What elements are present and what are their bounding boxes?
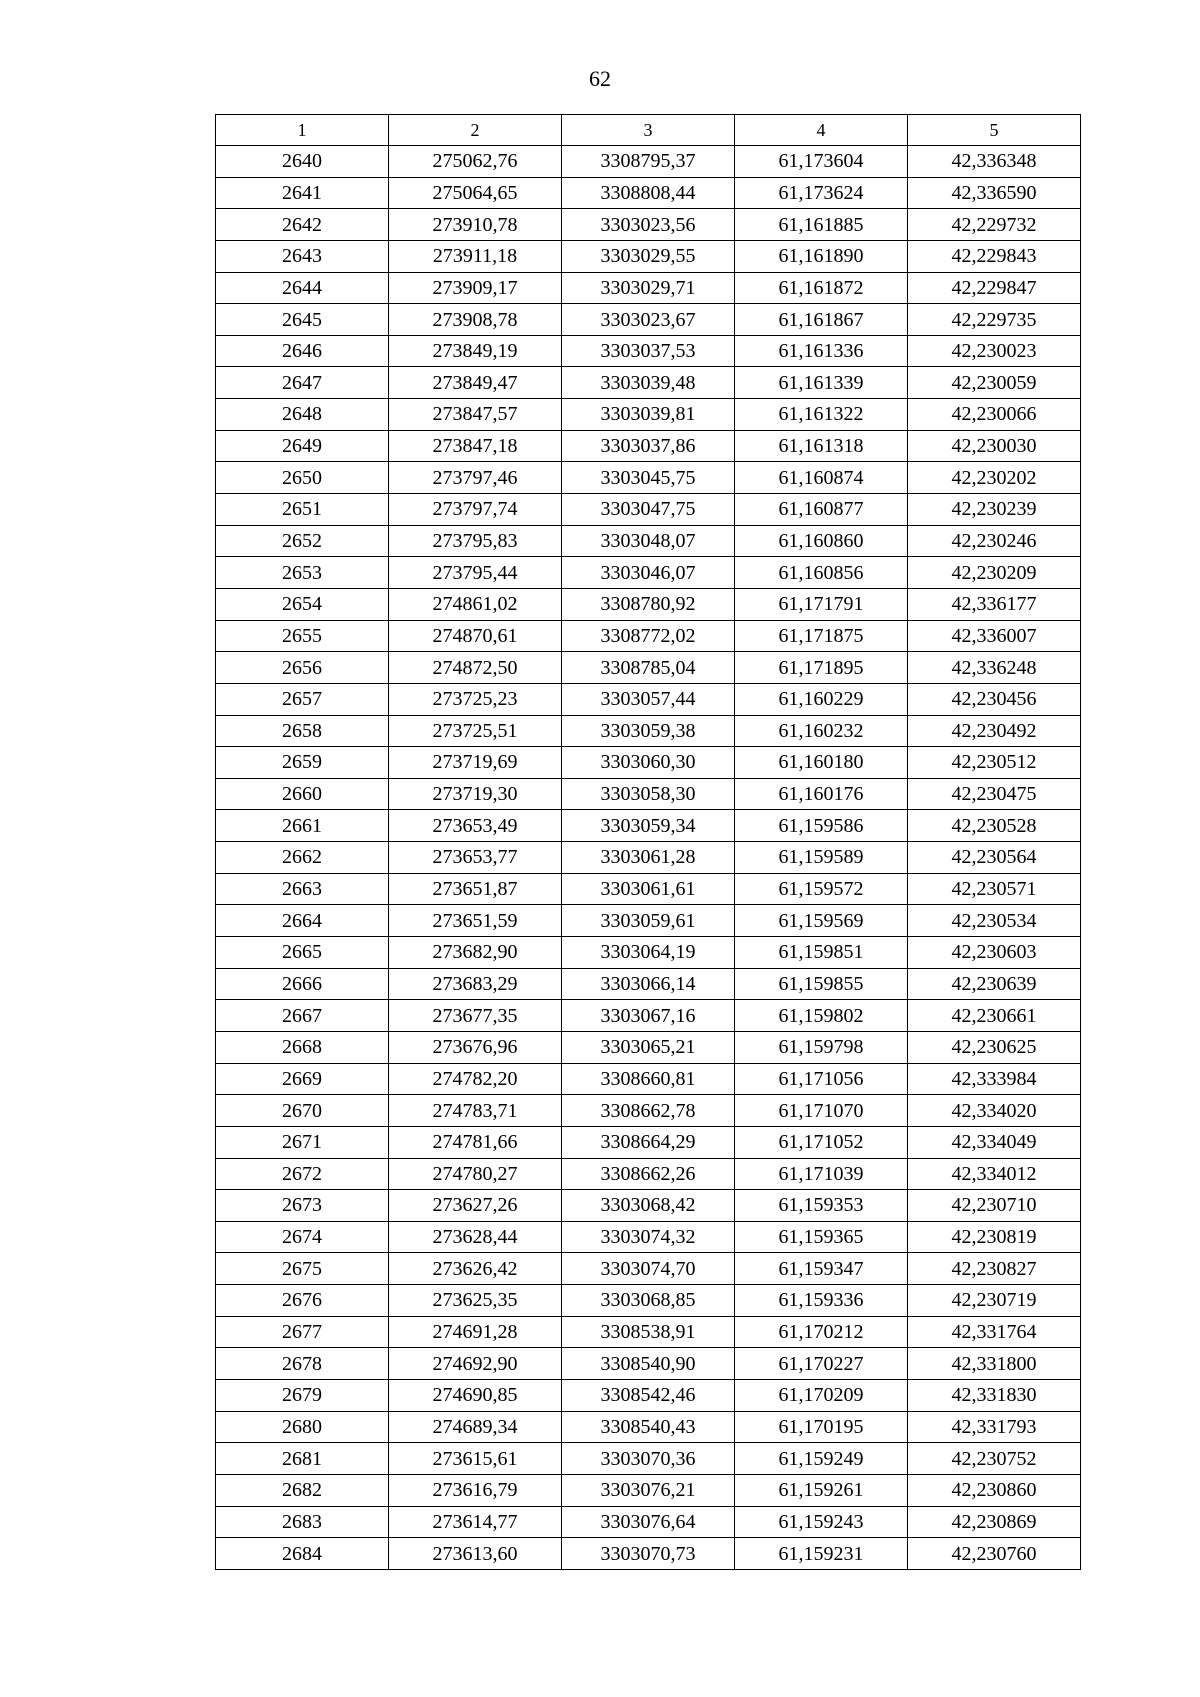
latitude-cell: 61,161336 (735, 335, 908, 367)
y-coordinate-cell: 3303058,30 (562, 778, 735, 810)
x-coordinate-cell: 273653,77 (389, 842, 562, 874)
point-number-cell: 2645 (216, 304, 389, 336)
y-coordinate-cell: 3303068,42 (562, 1190, 735, 1222)
longitude-cell: 42,336590 (908, 177, 1081, 209)
point-number-cell: 2641 (216, 177, 389, 209)
y-coordinate-cell: 3308795,37 (562, 146, 735, 178)
point-number-cell: 2656 (216, 652, 389, 684)
point-number-cell: 2672 (216, 1158, 389, 1190)
x-coordinate-cell: 273614,77 (389, 1506, 562, 1538)
longitude-cell: 42,230023 (908, 335, 1081, 367)
y-coordinate-cell: 3303029,55 (562, 240, 735, 272)
y-coordinate-cell: 3308780,92 (562, 588, 735, 620)
y-coordinate-cell: 3308538,91 (562, 1316, 735, 1348)
column-header-3: 3 (562, 115, 735, 146)
y-coordinate-cell: 3303023,56 (562, 209, 735, 241)
y-coordinate-cell: 3303060,30 (562, 747, 735, 779)
point-number-cell: 2662 (216, 842, 389, 874)
x-coordinate-cell: 273653,49 (389, 810, 562, 842)
x-coordinate-cell: 274783,71 (389, 1095, 562, 1127)
latitude-cell: 61,171070 (735, 1095, 908, 1127)
longitude-cell: 42,229732 (908, 209, 1081, 241)
point-number-cell: 2665 (216, 937, 389, 969)
point-number-cell: 2671 (216, 1126, 389, 1158)
y-coordinate-cell: 3308808,44 (562, 177, 735, 209)
x-coordinate-cell: 273682,90 (389, 937, 562, 969)
longitude-cell: 42,230512 (908, 747, 1081, 779)
longitude-cell: 42,331800 (908, 1348, 1081, 1380)
longitude-cell: 42,230639 (908, 968, 1081, 1000)
longitude-cell: 42,336177 (908, 588, 1081, 620)
longitude-cell: 42,230528 (908, 810, 1081, 842)
point-number-cell: 2676 (216, 1285, 389, 1317)
x-coordinate-cell: 274782,20 (389, 1063, 562, 1095)
y-coordinate-cell: 3303064,19 (562, 937, 735, 969)
latitude-cell: 61,171875 (735, 620, 908, 652)
table-row (216, 335, 1081, 367)
latitude-cell: 61,160229 (735, 683, 908, 715)
point-number-cell: 2648 (216, 399, 389, 431)
latitude-cell: 61,159365 (735, 1221, 908, 1253)
table-row (216, 1285, 1081, 1317)
point-number-cell: 2682 (216, 1474, 389, 1506)
table-row (216, 1411, 1081, 1443)
x-coordinate-cell: 274781,66 (389, 1126, 562, 1158)
table-row (216, 683, 1081, 715)
table-row (216, 525, 1081, 557)
longitude-cell: 42,229843 (908, 240, 1081, 272)
longitude-cell: 42,230625 (908, 1031, 1081, 1063)
point-number-cell: 2681 (216, 1443, 389, 1475)
latitude-cell: 61,160180 (735, 747, 908, 779)
x-coordinate-cell: 273651,87 (389, 873, 562, 905)
y-coordinate-cell: 3303076,64 (562, 1506, 735, 1538)
table-row (216, 715, 1081, 747)
table-row (216, 937, 1081, 969)
longitude-cell: 42,230209 (908, 557, 1081, 589)
point-number-cell: 2660 (216, 778, 389, 810)
longitude-cell: 42,333984 (908, 1063, 1081, 1095)
x-coordinate-cell: 273797,46 (389, 462, 562, 494)
x-coordinate-cell: 274689,34 (389, 1411, 562, 1443)
y-coordinate-cell: 3303057,44 (562, 683, 735, 715)
point-number-cell: 2669 (216, 1063, 389, 1095)
table-row (216, 1095, 1081, 1127)
x-coordinate-cell: 273677,35 (389, 1000, 562, 1032)
x-coordinate-cell: 273847,18 (389, 430, 562, 462)
header-row (216, 115, 1081, 146)
x-coordinate-cell: 274780,27 (389, 1158, 562, 1190)
y-coordinate-cell: 3303047,75 (562, 494, 735, 526)
x-coordinate-cell: 273725,51 (389, 715, 562, 747)
x-coordinate-cell: 273719,30 (389, 778, 562, 810)
y-coordinate-cell: 3303061,28 (562, 842, 735, 874)
table-row (216, 1538, 1081, 1570)
latitude-cell: 61,161339 (735, 367, 908, 399)
latitude-cell: 61,173604 (735, 146, 908, 178)
point-number-cell: 2649 (216, 430, 389, 462)
y-coordinate-cell: 3303074,32 (562, 1221, 735, 1253)
y-coordinate-cell: 3303037,86 (562, 430, 735, 462)
x-coordinate-cell: 273909,17 (389, 272, 562, 304)
latitude-cell: 61,161885 (735, 209, 908, 241)
point-number-cell: 2664 (216, 905, 389, 937)
x-coordinate-cell: 273613,60 (389, 1538, 562, 1570)
longitude-cell: 42,230869 (908, 1506, 1081, 1538)
y-coordinate-cell: 3308540,43 (562, 1411, 735, 1443)
point-number-cell: 2650 (216, 462, 389, 494)
longitude-cell: 42,230202 (908, 462, 1081, 494)
table-body (216, 146, 1081, 1570)
x-coordinate-cell: 273676,96 (389, 1031, 562, 1063)
table-row (216, 557, 1081, 589)
latitude-cell: 61,159586 (735, 810, 908, 842)
longitude-cell: 42,230492 (908, 715, 1081, 747)
point-number-cell: 2679 (216, 1379, 389, 1411)
table-row (216, 747, 1081, 779)
point-number-cell: 2684 (216, 1538, 389, 1570)
x-coordinate-cell: 275064,65 (389, 177, 562, 209)
y-coordinate-cell: 3303068,85 (562, 1285, 735, 1317)
x-coordinate-cell: 273797,74 (389, 494, 562, 526)
longitude-cell: 42,331793 (908, 1411, 1081, 1443)
longitude-cell: 42,334020 (908, 1095, 1081, 1127)
latitude-cell: 61,159347 (735, 1253, 908, 1285)
column-header-2: 2 (389, 115, 562, 146)
table-row (216, 304, 1081, 336)
x-coordinate-cell: 273626,42 (389, 1253, 562, 1285)
latitude-cell: 61,161890 (735, 240, 908, 272)
table-row (216, 1190, 1081, 1222)
table-row (216, 462, 1081, 494)
table-row (216, 1316, 1081, 1348)
x-coordinate-cell: 274690,85 (389, 1379, 562, 1411)
latitude-cell: 61,171895 (735, 652, 908, 684)
y-coordinate-cell: 3303039,81 (562, 399, 735, 431)
x-coordinate-cell: 274861,02 (389, 588, 562, 620)
x-coordinate-cell: 273847,57 (389, 399, 562, 431)
longitude-cell: 42,334012 (908, 1158, 1081, 1190)
y-coordinate-cell: 3303070,36 (562, 1443, 735, 1475)
y-coordinate-cell: 3303074,70 (562, 1253, 735, 1285)
column-header-5: 5 (908, 115, 1081, 146)
y-coordinate-cell: 3303045,75 (562, 462, 735, 494)
y-coordinate-cell: 3303037,53 (562, 335, 735, 367)
y-coordinate-cell: 3308542,46 (562, 1379, 735, 1411)
table-row (216, 968, 1081, 1000)
y-coordinate-cell: 3303046,07 (562, 557, 735, 589)
coordinates-table (215, 114, 1081, 1570)
x-coordinate-cell: 273719,69 (389, 747, 562, 779)
latitude-cell: 61,170212 (735, 1316, 908, 1348)
longitude-cell: 42,230030 (908, 430, 1081, 462)
point-number-cell: 2661 (216, 810, 389, 842)
longitude-cell: 42,230534 (908, 905, 1081, 937)
table-row (216, 905, 1081, 937)
latitude-cell: 61,159336 (735, 1285, 908, 1317)
table-row (216, 367, 1081, 399)
point-number-cell: 2647 (216, 367, 389, 399)
x-coordinate-cell: 273627,26 (389, 1190, 562, 1222)
longitude-cell: 42,230710 (908, 1190, 1081, 1222)
x-coordinate-cell: 273849,47 (389, 367, 562, 399)
table-row (216, 620, 1081, 652)
table-row (216, 494, 1081, 526)
x-coordinate-cell: 273795,83 (389, 525, 562, 557)
y-coordinate-cell: 3303023,67 (562, 304, 735, 336)
y-coordinate-cell: 3303048,07 (562, 525, 735, 557)
latitude-cell: 61,161318 (735, 430, 908, 462)
longitude-cell: 42,230456 (908, 683, 1081, 715)
latitude-cell: 61,161867 (735, 304, 908, 336)
x-coordinate-cell: 273683,29 (389, 968, 562, 1000)
x-coordinate-cell: 273615,61 (389, 1443, 562, 1475)
longitude-cell: 42,230860 (908, 1474, 1081, 1506)
y-coordinate-cell: 3308662,78 (562, 1095, 735, 1127)
table-row (216, 1474, 1081, 1506)
table-row (216, 810, 1081, 842)
longitude-cell: 42,230059 (908, 367, 1081, 399)
longitude-cell: 42,336348 (908, 146, 1081, 178)
latitude-cell: 61,170195 (735, 1411, 908, 1443)
point-number-cell: 2666 (216, 968, 389, 1000)
longitude-cell: 42,331830 (908, 1379, 1081, 1411)
point-number-cell: 2654 (216, 588, 389, 620)
table-row (216, 652, 1081, 684)
latitude-cell: 61,159569 (735, 905, 908, 937)
table-row (216, 240, 1081, 272)
longitude-cell: 42,230239 (908, 494, 1081, 526)
point-number-cell: 2680 (216, 1411, 389, 1443)
table-row (216, 588, 1081, 620)
y-coordinate-cell: 3303065,21 (562, 1031, 735, 1063)
column-header-4: 4 (735, 115, 908, 146)
x-coordinate-cell: 273849,19 (389, 335, 562, 367)
x-coordinate-cell: 273910,78 (389, 209, 562, 241)
table-row (216, 1000, 1081, 1032)
y-coordinate-cell: 3303059,34 (562, 810, 735, 842)
latitude-cell: 61,173624 (735, 177, 908, 209)
longitude-cell: 42,230719 (908, 1285, 1081, 1317)
point-number-cell: 2667 (216, 1000, 389, 1032)
y-coordinate-cell: 3303059,61 (562, 905, 735, 937)
x-coordinate-cell: 274692,90 (389, 1348, 562, 1380)
latitude-cell: 61,159802 (735, 1000, 908, 1032)
y-coordinate-cell: 3303059,38 (562, 715, 735, 747)
point-number-cell: 2643 (216, 240, 389, 272)
x-coordinate-cell: 273795,44 (389, 557, 562, 589)
longitude-cell: 42,229735 (908, 304, 1081, 336)
x-coordinate-cell: 273651,59 (389, 905, 562, 937)
table-row (216, 1253, 1081, 1285)
table-row (216, 873, 1081, 905)
table-row (216, 177, 1081, 209)
y-coordinate-cell: 3303066,14 (562, 968, 735, 1000)
longitude-cell: 42,230571 (908, 873, 1081, 905)
x-coordinate-cell: 274691,28 (389, 1316, 562, 1348)
y-coordinate-cell: 3308772,02 (562, 620, 735, 652)
latitude-cell: 61,170209 (735, 1379, 908, 1411)
y-coordinate-cell: 3303067,16 (562, 1000, 735, 1032)
y-coordinate-cell: 3303061,61 (562, 873, 735, 905)
table-row (216, 430, 1081, 462)
column-header-1: 1 (216, 115, 389, 146)
point-number-cell: 2677 (216, 1316, 389, 1348)
latitude-cell: 61,171791 (735, 588, 908, 620)
y-coordinate-cell: 3303076,21 (562, 1474, 735, 1506)
point-number-cell: 2653 (216, 557, 389, 589)
y-coordinate-cell: 3308540,90 (562, 1348, 735, 1380)
x-coordinate-cell: 273628,44 (389, 1221, 562, 1253)
point-number-cell: 2651 (216, 494, 389, 526)
latitude-cell: 61,159249 (735, 1443, 908, 1475)
table-header (216, 115, 1081, 146)
point-number-cell: 2670 (216, 1095, 389, 1127)
longitude-cell: 42,230819 (908, 1221, 1081, 1253)
point-number-cell: 2675 (216, 1253, 389, 1285)
table-row (216, 1063, 1081, 1095)
table-row (216, 146, 1081, 178)
latitude-cell: 61,171056 (735, 1063, 908, 1095)
y-coordinate-cell: 3308662,26 (562, 1158, 735, 1190)
y-coordinate-cell: 3303039,48 (562, 367, 735, 399)
table-row (216, 1379, 1081, 1411)
point-number-cell: 2678 (216, 1348, 389, 1380)
page-number: 62 (589, 66, 611, 91)
point-number-cell: 2655 (216, 620, 389, 652)
y-coordinate-cell: 3308785,04 (562, 652, 735, 684)
table-row (216, 1126, 1081, 1158)
point-number-cell: 2658 (216, 715, 389, 747)
point-number-cell: 2652 (216, 525, 389, 557)
latitude-cell: 61,160176 (735, 778, 908, 810)
point-number-cell: 2646 (216, 335, 389, 367)
longitude-cell: 42,331764 (908, 1316, 1081, 1348)
longitude-cell: 42,229847 (908, 272, 1081, 304)
latitude-cell: 61,159353 (735, 1190, 908, 1222)
latitude-cell: 61,159798 (735, 1031, 908, 1063)
y-coordinate-cell: 3308660,81 (562, 1063, 735, 1095)
longitude-cell: 42,336007 (908, 620, 1081, 652)
table-row (216, 1443, 1081, 1475)
point-number-cell: 2674 (216, 1221, 389, 1253)
point-number-cell: 2668 (216, 1031, 389, 1063)
table-row (216, 399, 1081, 431)
longitude-cell: 42,230760 (908, 1538, 1081, 1570)
latitude-cell: 61,160877 (735, 494, 908, 526)
longitude-cell: 42,334049 (908, 1126, 1081, 1158)
table-row (216, 1506, 1081, 1538)
x-coordinate-cell: 273908,78 (389, 304, 562, 336)
latitude-cell: 61,159243 (735, 1506, 908, 1538)
point-number-cell: 2644 (216, 272, 389, 304)
table-row (216, 1348, 1081, 1380)
x-coordinate-cell: 273625,35 (389, 1285, 562, 1317)
table-row (216, 1158, 1081, 1190)
y-coordinate-cell: 3303070,73 (562, 1538, 735, 1570)
longitude-cell: 42,230475 (908, 778, 1081, 810)
latitude-cell: 61,159261 (735, 1474, 908, 1506)
latitude-cell: 61,160874 (735, 462, 908, 494)
longitude-cell: 42,230564 (908, 842, 1081, 874)
longitude-cell: 42,230066 (908, 399, 1081, 431)
latitude-cell: 61,160232 (735, 715, 908, 747)
latitude-cell: 61,161872 (735, 272, 908, 304)
x-coordinate-cell: 275062,76 (389, 146, 562, 178)
longitude-cell: 42,336248 (908, 652, 1081, 684)
point-number-cell: 2673 (216, 1190, 389, 1222)
latitude-cell: 61,160856 (735, 557, 908, 589)
latitude-cell: 61,159572 (735, 873, 908, 905)
latitude-cell: 61,160860 (735, 525, 908, 557)
x-coordinate-cell: 274870,61 (389, 620, 562, 652)
x-coordinate-cell: 273616,79 (389, 1474, 562, 1506)
x-coordinate-cell: 273725,23 (389, 683, 562, 715)
latitude-cell: 61,159855 (735, 968, 908, 1000)
latitude-cell: 61,170227 (735, 1348, 908, 1380)
table-row (216, 842, 1081, 874)
point-number-cell: 2657 (216, 683, 389, 715)
latitude-cell: 61,159851 (735, 937, 908, 969)
latitude-cell: 61,161322 (735, 399, 908, 431)
longitude-cell: 42,230246 (908, 525, 1081, 557)
table-row (216, 209, 1081, 241)
longitude-cell: 42,230603 (908, 937, 1081, 969)
latitude-cell: 61,171039 (735, 1158, 908, 1190)
longitude-cell: 42,230752 (908, 1443, 1081, 1475)
point-number-cell: 2659 (216, 747, 389, 779)
latitude-cell: 61,159231 (735, 1538, 908, 1570)
longitude-cell: 42,230661 (908, 1000, 1081, 1032)
longitude-cell: 42,230827 (908, 1253, 1081, 1285)
table-row (216, 778, 1081, 810)
y-coordinate-cell: 3308664,29 (562, 1126, 735, 1158)
latitude-cell: 61,171052 (735, 1126, 908, 1158)
table-row (216, 1221, 1081, 1253)
point-number-cell: 2640 (216, 146, 389, 178)
x-coordinate-cell: 274872,50 (389, 652, 562, 684)
x-coordinate-cell: 273911,18 (389, 240, 562, 272)
table-row (216, 1031, 1081, 1063)
point-number-cell: 2642 (216, 209, 389, 241)
point-number-cell: 2663 (216, 873, 389, 905)
point-number-cell: 2683 (216, 1506, 389, 1538)
table-row (216, 272, 1081, 304)
y-coordinate-cell: 3303029,71 (562, 272, 735, 304)
latitude-cell: 61,159589 (735, 842, 908, 874)
